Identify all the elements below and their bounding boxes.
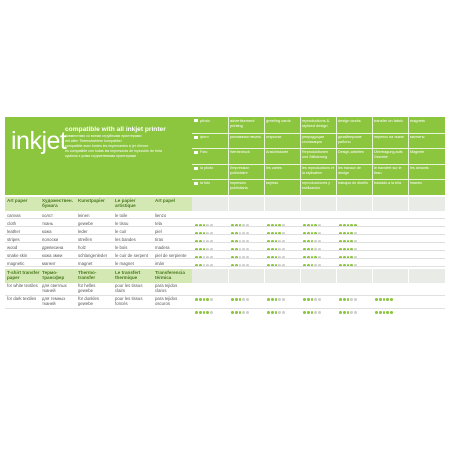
- usage-translation-label: Magnete: [410, 150, 425, 154]
- usage-heading: greeting cards: [266, 119, 291, 123]
- usage-translation-label: la photo: [200, 166, 214, 170]
- grid-divider: [264, 269, 265, 283]
- section-heading: Thermo-transfer: [78, 270, 97, 280]
- table-cell: холст: [42, 213, 54, 218]
- table-header: [5, 117, 445, 195]
- rating-dots: [411, 262, 430, 265]
- usage-translation: [374, 166, 407, 175]
- table-cell: magnetic: [7, 261, 25, 266]
- product-compatibility-table: [5, 117, 445, 342]
- usage-translation-label: Werbedruck: [230, 150, 250, 154]
- rating-dots: [339, 222, 358, 225]
- usage-heading: design works: [338, 119, 361, 123]
- grid-divider: [372, 197, 373, 211]
- table-cell: для светлых тканей: [42, 283, 67, 293]
- rating-dots: [303, 301, 322, 304]
- table-cell: for dark textiles: [7, 296, 37, 301]
- rating-dot: [278, 311, 281, 314]
- usage-translation-label: traslado a la tela: [374, 181, 402, 185]
- table-cell: gewebe: [78, 221, 94, 226]
- table-row: [5, 260, 445, 267]
- rating-dot: [195, 311, 198, 314]
- compatibility-line: совместимо со всеми струйными принтерами: [65, 134, 142, 138]
- table-cell: für helles gewebe: [78, 283, 96, 293]
- rating-dots: [339, 301, 358, 304]
- table-cell: piel: [155, 229, 162, 234]
- table-cell: leather: [7, 229, 21, 234]
- rating-dot: [390, 311, 393, 314]
- table-cell: for white textiles: [7, 283, 38, 288]
- grid-divider: [264, 197, 265, 211]
- flag-icon: [194, 119, 198, 122]
- table-cell: piel de serpiente: [155, 253, 187, 258]
- table-cell: wood: [7, 245, 18, 250]
- usage-translation-label: перенос на ткани: [374, 135, 404, 139]
- grid-divider: [192, 179, 445, 180]
- rating-dot: [246, 311, 249, 314]
- grid-divider: [408, 117, 409, 195]
- usage-translation-label: le transfert sur le tissu: [374, 166, 402, 175]
- rating-dots: [195, 301, 214, 304]
- rating-dots: [303, 222, 322, 225]
- rating-dot: [235, 311, 238, 314]
- rating-dots: [267, 246, 286, 249]
- usage-translation-label: дизайнерские работы: [338, 135, 362, 144]
- rating-dots: [267, 230, 286, 233]
- grid-divider: [300, 197, 301, 211]
- compatibility-line: сумісна з усіма струменевими принтерами: [65, 153, 137, 158]
- section-heading: Термо-трансфер: [42, 270, 65, 280]
- rating-dot: [275, 311, 278, 314]
- grid-divider: [372, 269, 373, 283]
- table-cell: leinen: [78, 213, 90, 218]
- table-row: [5, 244, 445, 251]
- table-row: [5, 228, 445, 235]
- grid-divider: [192, 148, 445, 149]
- usage-translation-label: impresión publicitaria: [230, 181, 248, 190]
- table-cell: magnet: [78, 261, 93, 266]
- brand-title: inkjet: [11, 127, 67, 155]
- usage-translation-label: открытки: [266, 135, 282, 139]
- rating-dots: [303, 230, 322, 233]
- table-cell: le tissu: [115, 221, 129, 226]
- rating-dot: [318, 311, 321, 314]
- usage-translation-label: les reproductions et la stylisation: [302, 166, 335, 175]
- rating-dots: [231, 238, 250, 241]
- section-heading: Art paper: [7, 198, 28, 203]
- row-border: [5, 308, 445, 309]
- section-heading: Kunstpapier: [78, 198, 105, 203]
- usage-translation: [302, 135, 335, 144]
- table-cell: pour les tissus clairs: [115, 283, 143, 293]
- compatibility-line: mit allen Tintenstrahlern kompatibel: [65, 138, 122, 143]
- grid-divider: [192, 133, 445, 134]
- table-cell: кожа: [42, 229, 52, 234]
- rating-dots: [231, 230, 250, 233]
- row-border: [5, 234, 445, 235]
- grid-divider: [408, 197, 409, 211]
- usage-translation-label: tarjetas: [266, 181, 279, 185]
- rating-dots: [267, 301, 286, 304]
- rating-dot: [199, 311, 202, 314]
- usage-translation: [338, 135, 371, 144]
- table-cell: le cuir: [115, 229, 127, 234]
- rating-dots: [267, 254, 286, 257]
- rating-dot: [347, 311, 350, 314]
- usage-translation-label: Foto: [200, 150, 208, 154]
- table-cell: leder: [78, 229, 88, 234]
- usage-translation: [194, 181, 227, 186]
- table-cell: schlangenleder: [78, 253, 108, 258]
- table-cell: ткань: [42, 221, 53, 226]
- rating-dot: [307, 311, 310, 314]
- table-cell: древесина: [42, 245, 64, 250]
- table-cell: lienzo: [155, 213, 167, 218]
- grid-divider: [228, 197, 229, 211]
- rating-dot: [203, 311, 206, 314]
- table-cell: les bandes: [115, 237, 136, 242]
- section-header-fill: [192, 269, 445, 283]
- compatibility-note: [65, 126, 191, 159]
- row-border: [5, 266, 445, 267]
- rating-dots: [339, 230, 358, 233]
- table-cell: holz: [78, 245, 86, 250]
- rating-dots: [303, 238, 322, 241]
- usage-translation-label: репродукции стилизация: [302, 135, 324, 144]
- grid-divider: [228, 269, 229, 283]
- rating-dots: [267, 214, 286, 217]
- table-cell: para tejidos oscuros: [155, 296, 178, 306]
- rating-dot: [311, 311, 314, 314]
- table-cell: imán: [155, 261, 165, 266]
- table-row: [5, 212, 445, 219]
- grid-divider: [336, 269, 337, 283]
- rating-dots: [303, 214, 322, 217]
- usage-heading: reproductions & stylized design: [302, 119, 330, 128]
- rating-dots: [231, 246, 250, 249]
- row-border: [5, 242, 445, 243]
- grid-divider: [336, 197, 337, 211]
- rating-dots: [195, 222, 214, 225]
- rating-dots: [195, 238, 214, 241]
- usage-translation-label: Übertragung aufs Gewebe: [374, 150, 403, 159]
- table-cell: полоски: [42, 237, 58, 242]
- table-row: [5, 252, 445, 259]
- rating-dots: [195, 230, 214, 233]
- usage-translation-label: trabajos de diseño: [338, 181, 369, 185]
- rating-dots: [303, 254, 322, 257]
- usage-translation-label: les cartes: [266, 166, 282, 170]
- rating-dot: [271, 311, 274, 314]
- rating-dot: [303, 311, 306, 314]
- section-heading: Le transfert thermique: [115, 270, 141, 280]
- usage-translation: [230, 166, 263, 175]
- rating-dots: [339, 238, 358, 241]
- usage-translation: [302, 150, 335, 159]
- rating-dots: [375, 301, 394, 304]
- rating-dots: [231, 288, 250, 291]
- usage-translation: [374, 150, 407, 159]
- table-cell: le bois: [115, 245, 128, 250]
- usage-translation-label: магниты: [410, 135, 425, 139]
- row-border: [5, 250, 445, 251]
- table-cell: для темных тканей: [42, 296, 66, 306]
- table-cell: tiras: [155, 237, 164, 242]
- rating-dot: [354, 311, 357, 314]
- rating-dot: [379, 311, 382, 314]
- usage-heading: transfer on fabric: [374, 119, 404, 123]
- table-cell: le magnet: [115, 261, 134, 266]
- flag-icon: [194, 136, 198, 139]
- table-row: [5, 284, 445, 296]
- table-cell: pour les tissus foncés: [115, 296, 143, 306]
- grid-divider: [300, 269, 301, 283]
- grid-divider: [264, 117, 265, 195]
- usage-translation: [266, 135, 299, 140]
- usage-translation-label: рекламная печать: [230, 135, 262, 139]
- brand-block: [5, 117, 192, 195]
- rating-dot: [242, 311, 245, 314]
- rating-dots: [267, 288, 286, 291]
- table-cell: madera: [155, 245, 170, 250]
- rating-dots: [231, 222, 250, 225]
- grid-divider: [408, 269, 409, 283]
- row-border: [5, 295, 445, 296]
- usage-translation: [266, 181, 299, 186]
- usage-translation: [194, 150, 227, 155]
- usage-heading-label: photo: [200, 119, 210, 123]
- usage-translation-label: Design-arbeiten: [338, 150, 365, 154]
- usage-translation: [410, 135, 443, 140]
- table-cell: streifen: [78, 237, 93, 242]
- usage-translation: [194, 166, 227, 171]
- rating-dot: [314, 311, 317, 314]
- rating-dots: [195, 288, 214, 291]
- compatibility-line: es compatible con todas las impresoras de inyección de tinta: [65, 148, 162, 153]
- table-cell: le toile: [115, 213, 128, 218]
- usage-translation: [374, 135, 407, 140]
- usage-translation: [410, 181, 443, 186]
- rating-dot: [339, 311, 342, 314]
- usage-translation: [338, 181, 371, 186]
- usage-translation-label: les aimants: [410, 166, 429, 170]
- section-header: [5, 269, 445, 283]
- table-cell: für dunkles gewebe: [78, 296, 100, 306]
- rating-dots: [303, 246, 322, 249]
- table-row: [5, 220, 445, 227]
- usage-translation: [302, 166, 335, 175]
- rating-dot: [267, 311, 270, 314]
- rating-dots: [339, 214, 358, 217]
- rating-dot: [239, 311, 242, 314]
- usage-heading: [194, 119, 227, 124]
- row-border: [5, 218, 445, 219]
- grid-divider: [300, 117, 301, 195]
- rating-dots: [231, 254, 250, 257]
- flag-icon: [194, 151, 198, 154]
- usage-translation: [266, 150, 299, 155]
- table-cell: кожа змеи: [42, 253, 63, 258]
- rating-dots: [267, 238, 286, 241]
- rating-dots: [303, 288, 322, 291]
- rating-dots: [195, 254, 214, 257]
- table-cell: магнит: [42, 261, 56, 266]
- section-heading: T-shirt transfer paper: [7, 270, 40, 280]
- table-row: [5, 236, 445, 243]
- usage-translation: [230, 150, 263, 155]
- table-cell: tela: [155, 221, 162, 226]
- rating-dots: [339, 246, 358, 249]
- usage-translation-label: imanes: [410, 181, 422, 185]
- rating-dots: [339, 288, 358, 291]
- section-heading: Le papier artistique: [115, 198, 136, 208]
- usage-translation-label: фото: [200, 135, 209, 139]
- row-border: [5, 226, 445, 227]
- rating-dots: [231, 214, 250, 217]
- rating-dot: [206, 311, 209, 314]
- compatibility-line: compatible avec toutes les imprimantes à jet d'encre: [65, 143, 149, 148]
- table-row: [5, 297, 445, 309]
- rating-dot: [343, 311, 346, 314]
- table-cell: stripes: [7, 237, 20, 242]
- section-header: [5, 197, 445, 211]
- rating-dot: [375, 311, 378, 314]
- compatibility-title: compatible with all inkjet printer: [65, 126, 166, 133]
- section-heading: Художествен. бумага: [42, 198, 73, 208]
- usage-translation: [410, 166, 443, 171]
- section-header-fill: [192, 197, 445, 211]
- rating-dots: [195, 214, 214, 217]
- usage-translation: [230, 135, 263, 140]
- usage-translation-label: reproducciones y estilización: [302, 181, 331, 190]
- usage-translation: [194, 135, 227, 140]
- rating-dots: [267, 222, 286, 225]
- rating-dots: [231, 301, 250, 304]
- table-cell: cloth: [7, 221, 17, 226]
- usage-heading: magnets: [410, 119, 425, 123]
- usage-heading: advertisement printing: [230, 119, 255, 128]
- flag-icon: [194, 167, 198, 170]
- usage-translation: [266, 166, 299, 171]
- usage-translation: [374, 181, 407, 186]
- rating-dot: [386, 311, 389, 314]
- row-border: [5, 258, 445, 259]
- grid-divider: [192, 164, 445, 165]
- usage-translation-label: l'impression publicitaire: [230, 166, 250, 175]
- rating-dot: [210, 311, 213, 314]
- usage-translation: [338, 150, 371, 155]
- table-cell: para tejidos claros: [155, 283, 178, 293]
- flag-icon: [194, 182, 198, 185]
- usage-translation: [230, 181, 263, 190]
- grid-divider: [336, 117, 337, 195]
- usage-translation: [302, 181, 335, 190]
- usage-header-grid: [192, 117, 445, 195]
- rating-dot: [350, 311, 353, 314]
- rating-dots: [375, 288, 394, 291]
- table-cell: snake skin: [7, 253, 28, 258]
- rating-dot: [282, 311, 285, 314]
- rating-dot: [383, 311, 386, 314]
- table-cell: le cuir de serpent: [115, 253, 148, 258]
- grid-divider: [228, 117, 229, 195]
- section-heading: Transferencia térmica: [155, 270, 185, 280]
- usage-translation: [410, 150, 443, 155]
- grid-divider: [372, 117, 373, 195]
- usage-translation-label: la foto: [200, 181, 211, 185]
- rating-dot: [231, 311, 234, 314]
- usage-translation-label: les travaux de design: [338, 166, 361, 175]
- usage-translation-label: Reproduktionen und Stilisierung: [302, 150, 329, 159]
- usage-translation-label: Ansichtskarte: [266, 150, 289, 154]
- rating-dots: [195, 246, 214, 249]
- section-heading: Art papel: [155, 198, 175, 203]
- table-cell: canvas: [7, 213, 21, 218]
- usage-translation: [338, 166, 371, 175]
- rating-dots: [339, 254, 358, 257]
